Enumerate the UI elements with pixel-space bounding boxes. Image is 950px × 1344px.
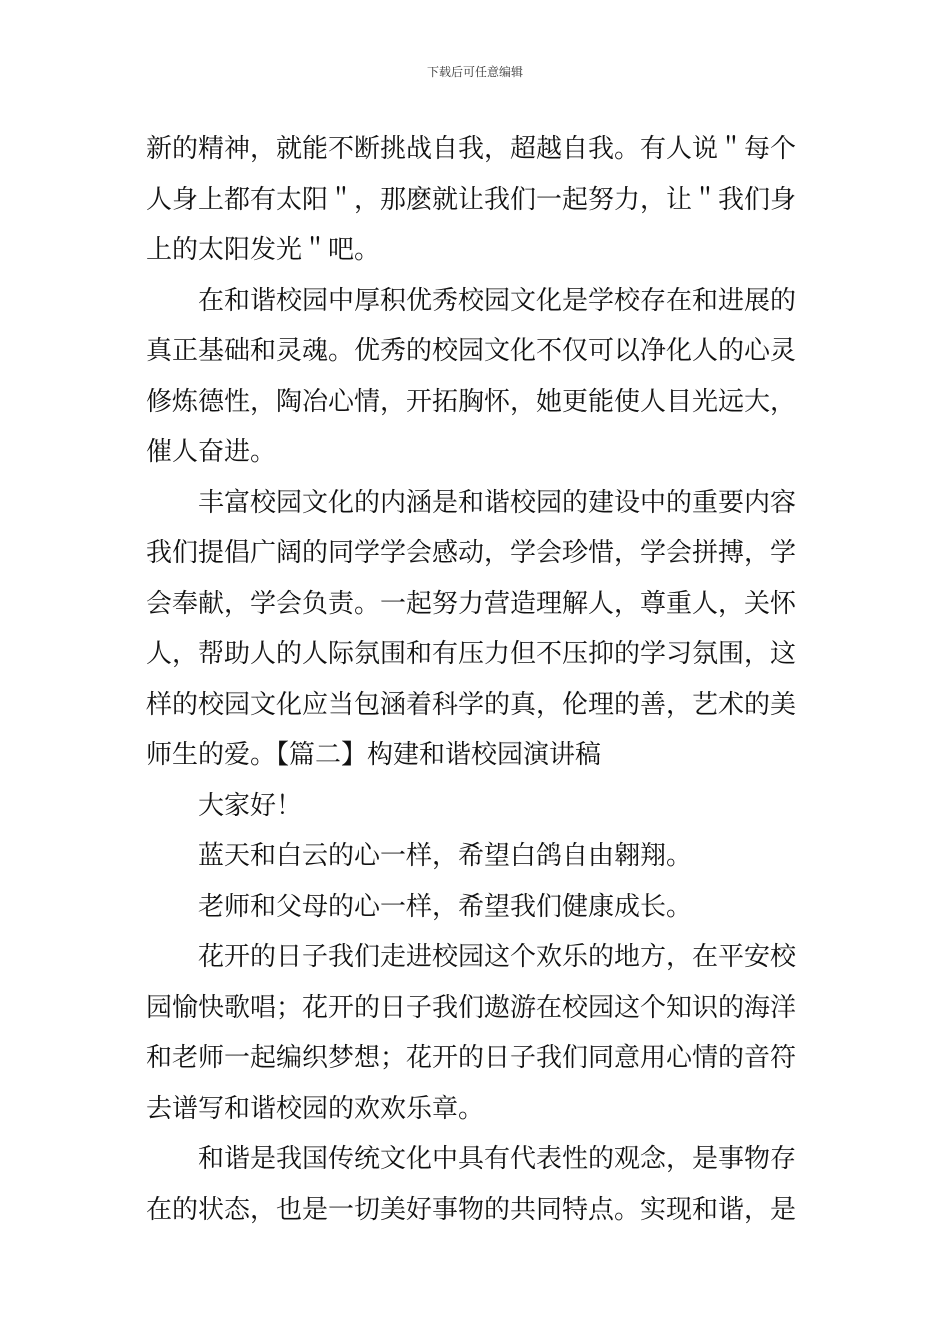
text-line: 在的状态，也是一切美好事物的共同特点。实现和谐，是 [146,1194,797,1225]
paragraph-start-line: 丰富校园文化的内涵是和谐校园的建设中的重要内容 [198,487,797,518]
text-line: 新的精神，就能不断挑战自我，超越自我。有人说＂每个 [146,134,797,164]
text-line: 人身上都有太阳＂，那麽就让我们一起努力，让＂我们身 [146,184,797,215]
text-line: 真正基础和灵魂。优秀的校园文化不仅可以净化人的心灵 [146,336,797,366]
paragraph-start-line: 和谐是我国传统文化中具有代表性的观念，是事物存 [198,1144,797,1174]
page-header: 下载后可任意编辑 [426,65,523,79]
text-line: 样的校园文化应当包涵着科学的真，伦理的善，艺术的美 [146,689,797,720]
text-line: 和老师一起编织梦想；花开的日子我们同意用心情的音符 [146,1043,797,1073]
document-body [146,124,811,1235]
greeting-line: 大家好！ [198,790,303,821]
text-line: 人，帮助人的人际氛围和有压力但不压抑的学习氛围，这 [146,639,797,669]
paragraph-start-line: 在和谐校园中厚积优秀校园文化是学校存在和进展的 [198,285,797,316]
text-line: 园愉快歌唱；花开的日子我们遨游在校园这个知识的海洋 [146,992,797,1023]
text-line: 催人奋进。 [146,437,277,467]
paragraph-start-line: 老师和父母的心一样，希望我们健康成长。 [198,891,693,922]
paragraph-start-line: 蓝天和白云的心一样，希望白鸽自由翱翔。 [198,841,693,871]
text-line: 去谱写和谐校园的欢欢乐章。 [146,1093,485,1124]
text-line: 上的太阳发光＂吧。 [146,235,381,265]
text-line: 修炼德性，陶冶心情，开拓胸怀，她更能使人目光远大， [146,386,797,417]
paragraph-start-line: 花开的日子我们走进校园这个欢乐的地方，在平安校 [198,942,797,972]
text-line: 我们提倡广阔的同学学会感动，学会珍惜，学会拼搏，学 [146,538,797,568]
text-line: 会奉献，学会负责。一起努力营造理解人，尊重人，关怀 [146,588,797,619]
text-line: 师生的爱。【篇二】构建和谐校园演讲稿 [146,740,602,770]
